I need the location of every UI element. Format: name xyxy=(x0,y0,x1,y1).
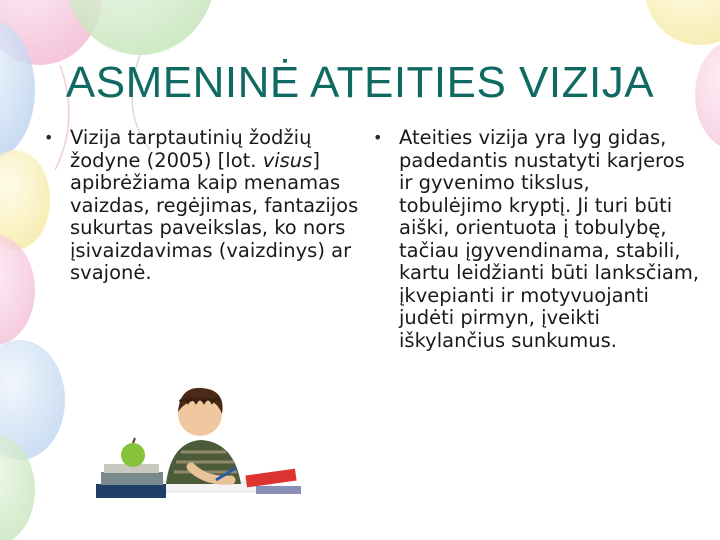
left-bullet-text xyxy=(44,126,360,285)
apple xyxy=(121,443,145,467)
balloon-green-top xyxy=(65,0,215,55)
bullet-marker: • xyxy=(44,128,54,147)
left-bullet-part2: ] apibrėžiama kaip menamas vaizdas, regėjimas, fantazijos sukurtas paveikslas, ko nors įsivaizdavimas (vaizdinys) ar svajonė. xyxy=(70,148,359,284)
right-bullet-text xyxy=(373,126,700,352)
right-bullet-body: Ateities vizija yra lyg gidas, padedantis nustatyti karjeros ir gyvenimo tikslus, tobulėjimo kryptį. Ji turi būti aiški, orientuota į tobulybę, tačiau įgyvendinama, stabili, kartu leidžianti būti lanksčiam, įkvepianti ir motyvuojanti judėti pirmyn, įveikti iškylančius sunkumus. xyxy=(399,126,700,352)
bullet-marker: • xyxy=(373,128,383,147)
slide-title: ASMENINĖ ATEITIES VIZIJA xyxy=(65,58,655,107)
left-bullet-italic: visus xyxy=(262,148,313,172)
apple-stem xyxy=(133,438,135,443)
left-bullet-part1: Vizija tarptautinių žodžių žodyne (2005) [lot. xyxy=(70,126,312,172)
balloon-yellow-left xyxy=(0,150,50,250)
balloon-yellow-top-right xyxy=(645,0,720,45)
book-middle xyxy=(101,472,163,485)
child-writing-illustration xyxy=(96,372,306,512)
pencil-case xyxy=(256,486,301,494)
balloon-pink-left xyxy=(0,235,35,345)
book-bottom xyxy=(96,484,166,498)
